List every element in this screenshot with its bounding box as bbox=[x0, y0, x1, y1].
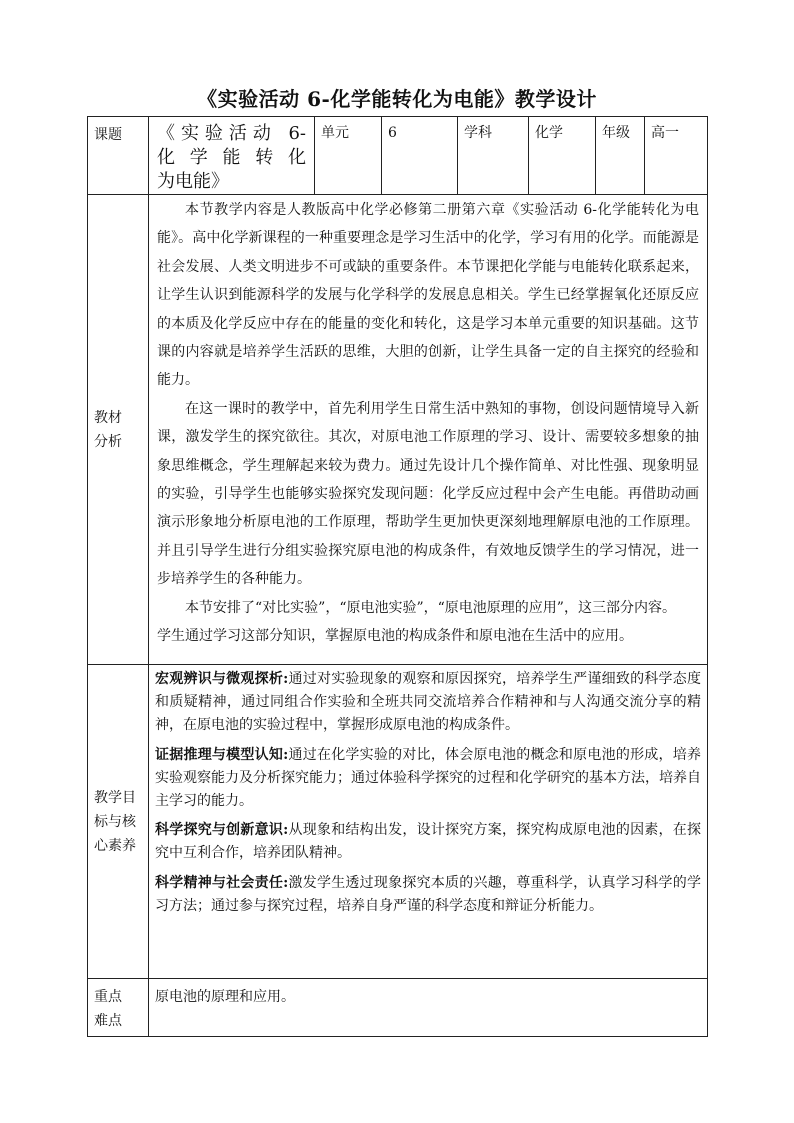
topic-label: 课题 bbox=[88, 117, 149, 195]
goals-label-line: 标与核 bbox=[94, 813, 136, 830]
goal-heading: 科学探究与创新意识: bbox=[155, 822, 289, 839]
key-points-label bbox=[88, 979, 149, 1037]
subject-value: 化学 bbox=[529, 117, 596, 195]
goal-text: 激发学生透过现象探究本质的兴趣，尊重科学，认真学习科学的学习方法；通过参与探究过程，培养自身严谨的科学态度和辩证分析能力。 bbox=[155, 874, 702, 914]
goal-heading: 科学精神与社会责任: bbox=[155, 874, 289, 891]
goal-text: 从现象和结构出发，设计探究方案，探究构成原电池的因素，在探究中互利合作，培养团队精神。 bbox=[155, 822, 702, 862]
lesson-plan-table bbox=[87, 116, 708, 1037]
goals-content bbox=[149, 665, 708, 979]
goal-text: 通过对实验现象的观察和原因探究，培养学生严谨细致的科学态度和质疑精神，通过同组合作实验和全班共同交流培养合作精神和与人沟通交流分享的精神，在原电池的实验过程中，掌握形成原电池的构成条件。 bbox=[155, 671, 702, 734]
goals-label-line: 教学目 bbox=[94, 789, 136, 806]
key-points-label-line: 重点 bbox=[94, 989, 122, 1005]
goal-heading: 证据推理与模型认知: bbox=[155, 746, 289, 763]
goal-heading: 宏观辨识与微观探析: bbox=[155, 671, 289, 687]
goal-item bbox=[155, 744, 701, 814]
grade-label: 年级 bbox=[596, 117, 645, 195]
key-points-row bbox=[88, 979, 708, 1037]
goal-item bbox=[155, 668, 701, 738]
unit-label: 单元 bbox=[315, 117, 382, 195]
key-points-content: 原电池的原理和应用。 bbox=[149, 979, 708, 1037]
topic-line: 化学能转化 bbox=[157, 147, 306, 168]
analysis-paragraph: 学生通过学习这部分知识，掌握原电池的构成条件和原电池在生活中的应用。 bbox=[157, 628, 633, 645]
analysis-label bbox=[88, 195, 149, 665]
goal-item bbox=[155, 872, 701, 918]
topic-line: 为电能》 bbox=[157, 171, 229, 192]
goals-row bbox=[88, 665, 708, 979]
goal-text: 通过在化学实验的对比，体会原电池的概念和原电池的形成，培养实验观察能力及分析探究能力；通过体验科学探究的过程和化学研究的基本方法，培养自主学习的能力。 bbox=[155, 746, 702, 810]
analysis-paragraph: 本节教学内容是人教版高中化学必修第二册第六章《实验活动 6-化学能转化为电能》。高中化学新课程的一种重要理念是学习生活中的化学，学习有用的化学。而能源是社会发展、人类文明进步不可或缺的重要条件。本节课把化学能与电能转化联系起来，让学生认识到能源科学的发展与化学科学的发展息息相关。学生已经掌握氧化还原反应的本质及化学反应中存在的能量的变化和转化，这是学习本单元重要的知识基础。这节课的内容就是培养学生活跃的思维，大胆的创新，让学生具备一定的自主探究的经验和能力。 bbox=[157, 202, 699, 389]
goals-label-line: 心素养 bbox=[94, 837, 136, 854]
analysis-paragraph: 在这一课时的教学中，首先利用学生日常生活中熟知的事物，创设问题情境导入新课，激发学生的探究欲往。其次，对原电池工作原理的学习、设计、需要较多想象的抽象思维概念，学生理解起来较为费力。通过先设计几个操作简单、对比性强、现象明显的实验，引导学生也能够实验探究发现问题：化学反应过程中会产生电能。再借助动画演示形象地分析原电池的工作原理，帮助学生更加快更深刻地理解原电池的工作原理。并且引导学生进行分组实验探究原电池的构成条件，有效地反馈学生的学习情况，进一步培养学生的各种能力。 bbox=[157, 400, 699, 588]
analysis-row bbox=[88, 195, 708, 665]
analysis-label-line: 教材 bbox=[94, 409, 122, 426]
unit-value: 6 bbox=[382, 117, 458, 195]
goal-item bbox=[155, 819, 701, 865]
analysis-content bbox=[149, 195, 708, 665]
analysis-label-line: 分析 bbox=[94, 433, 122, 450]
grade-value: 高一 bbox=[645, 117, 708, 195]
topic-line: 《实验活动 6- bbox=[157, 123, 306, 144]
topic-value bbox=[149, 117, 315, 195]
subject-label: 学科 bbox=[458, 117, 529, 195]
goals-label bbox=[88, 665, 149, 979]
document-title: 《实验活动 6-化学能转化为电能》教学设计 bbox=[197, 87, 597, 111]
analysis-paragraph: 本节安排了“对比实验”，“原电池实验”，“原电池原理的应用”，这三部分内容。 bbox=[185, 599, 676, 616]
header-row bbox=[88, 117, 708, 195]
key-points-label-line: 难点 bbox=[94, 1013, 122, 1029]
